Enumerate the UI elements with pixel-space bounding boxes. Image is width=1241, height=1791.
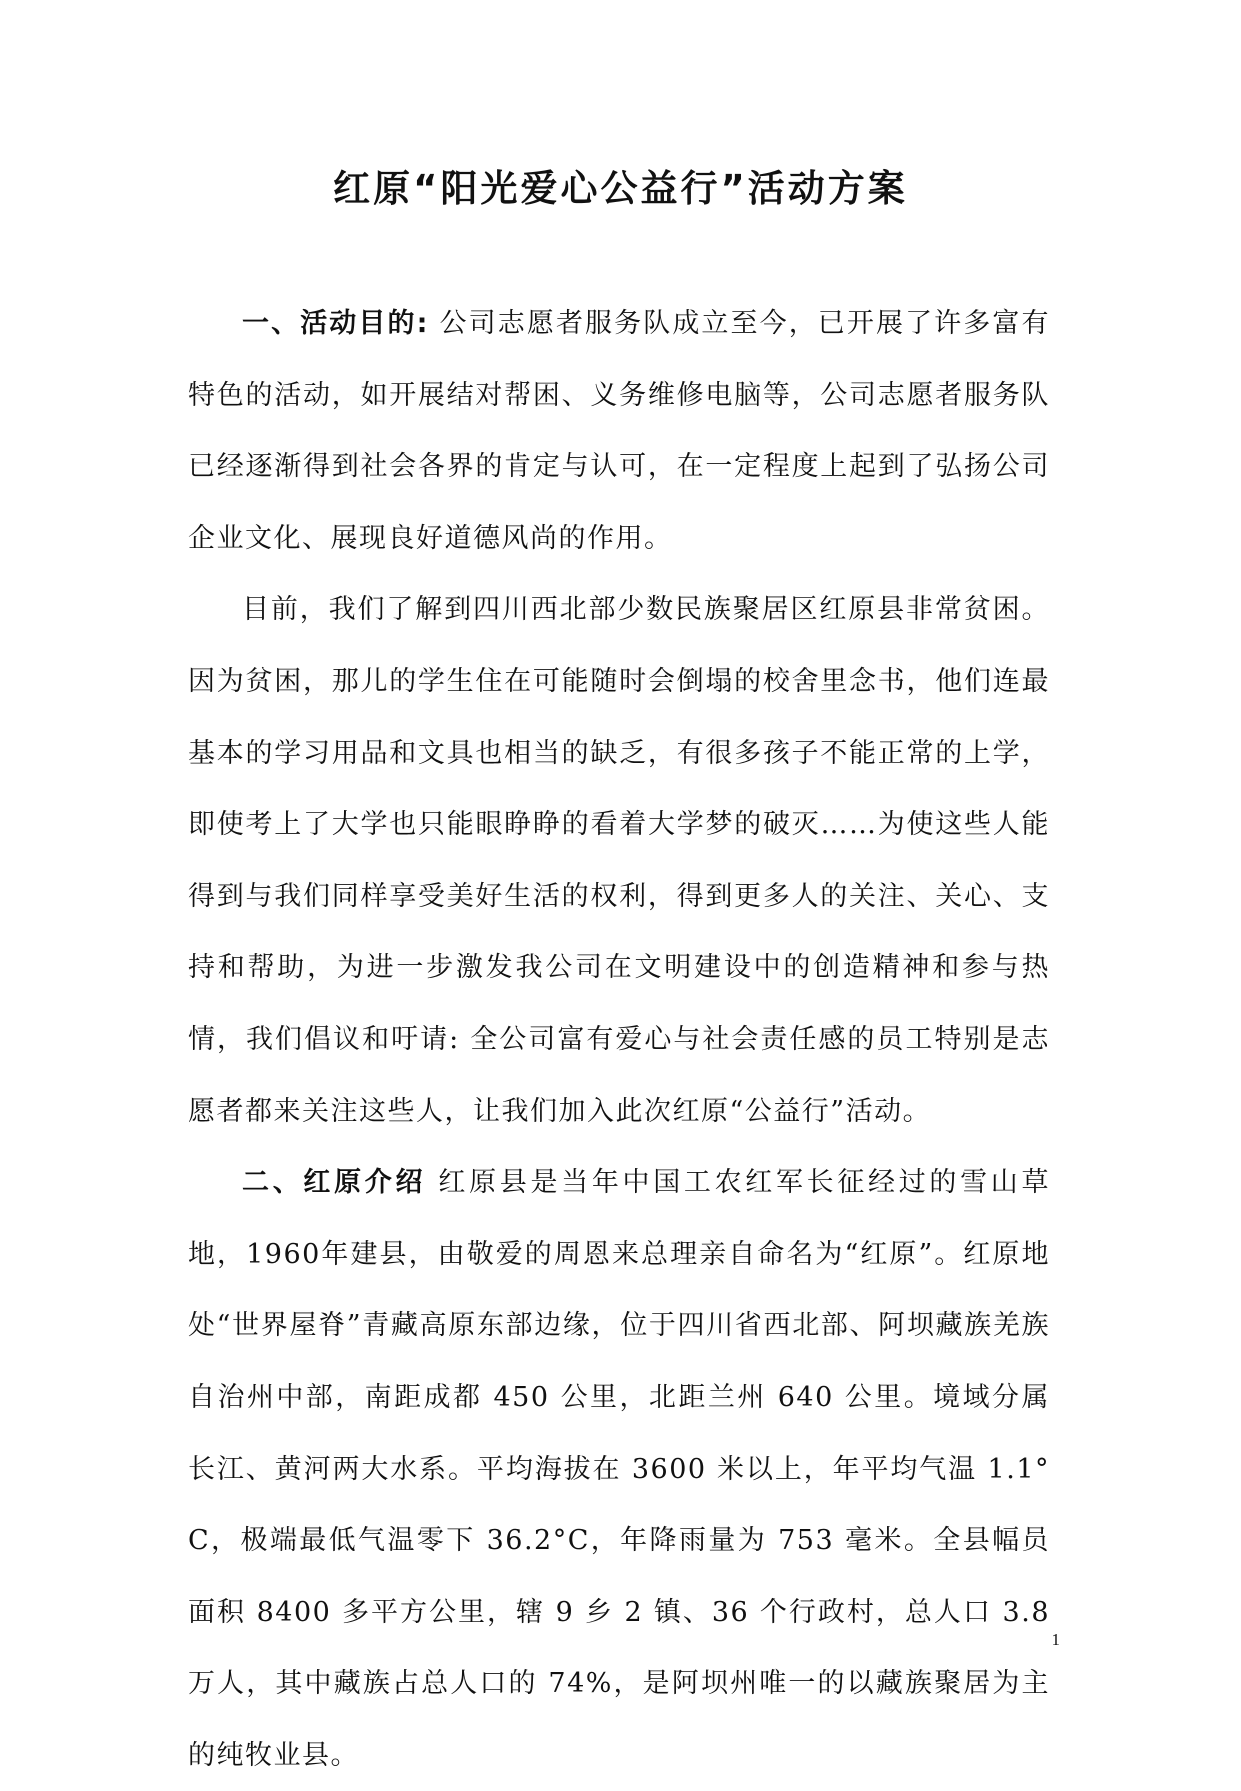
document-body [188,288,1050,1791]
page-number: 1 [1051,1630,1060,1649]
paragraph-text-introduction: 红原县是当年中国工农红军长征经过的雪山草地，1960年建县，由敬爱的周恩来总理亲自命名为“红原”。红原地处“世界屋脊”青藏高原东部边缘，位于四川省西北部、阿坝藏族羌族自治州中部，南距成都 450 公里，北距兰州 640 公里。境域分属长江、黄河两大水系。平均海拔在 3600 米以上，年平均气温 1.1°C，极端最低气温零下 36.2°C，年降雨量为 753 毫米。全县幅员面积 8400 多平方公里，辖 9 乡 2 镇、36 个行政村，总人口 3.8 万人，其中藏族占总人口的 74%，是阿坝州唯一的以藏族聚居为主的纯牧业县。 [188,1167,1050,1771]
paragraph-introduction [188,1147,1050,1791]
paragraph-text-purpose: 公司志愿者服务队成立至今，已开展了许多富有特色的活动，如开展结对帮困、义务维修电脑等，公司志愿者服务队已经逐渐得到社会各界的肯定与认可，在一定程度上起到了弘扬公司企业文化、展现良好道德风尚的作用。 [188,308,1050,554]
document-title: 红原“阳光爱心公益行”活动方案 [333,167,908,210]
paragraph-purpose [188,288,1050,574]
section-heading-introduction: 二、红原介绍 [242,1167,427,1199]
paragraph-current-situation [188,574,1050,1147]
section-heading-purpose: 一、活动目的: [242,308,429,339]
paragraph-text-current-situation: 目前，我们了解到四川西北部少数民族聚居区红原县非常贫困。因为贫困，那儿的学生住在可能随时会倒塌的校舍里念书，他们连最基本的学习用品和文具也相当的缺乏，有很多孩子不能正常的上学，即使考上了大学也只能眼睁睁的看着大学梦的破灭……为使这些人能得到与我们同样享受美好生活的权利，得到更多人的关注、关心、支持和帮助，为进一步激发我公司在文明建设中的创造精神和参与热情，我们倡议和吁请: 全公司富有爱心与社会责任感的员工特别是志愿者都来关注这些人，让我们加入此次红原“公益行”活动。 [188,594,1050,1127]
